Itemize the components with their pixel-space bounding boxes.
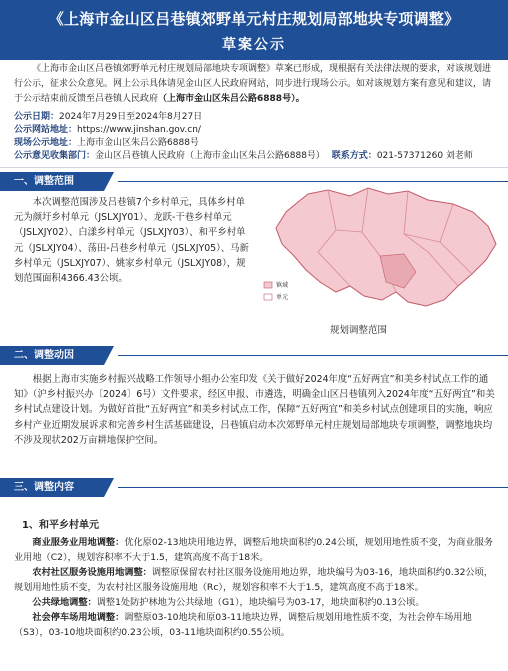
section3-items [14,535,496,640]
onsite-value: 上海市金山区朱吕公路6888号 [77,138,199,148]
feedback-value: 金山区吕巷镇人民政府（上海市金山区朱吕公路6888号） [95,151,325,161]
adjustment-item [14,565,496,595]
section2-title: 二、调整动因 [0,346,104,365]
section3-header [0,478,508,497]
page-subtitle: 草案公示 [222,37,286,53]
section3-rule [118,487,508,488]
section3-title: 三、调整内容 [0,478,104,497]
map-caption: 规划调整范围 [330,325,388,336]
onsite-label: 现场公示地址： [14,138,78,148]
date-label: 公示日期： [14,112,60,122]
page-title: 《上海市金山区吕巷镇郊野单元村庄规划局部地块专项调整》 [48,10,460,28]
contact-value: 021-57371260 刘老师 [376,151,473,161]
item-text: 调整原保留农村社区服务设施用地边界，地块编号为03-16，地块面积约0.32公顷，规划用地性质不变，为农村社区服务设施用地（Rc），规划容积率不大于1.5，建筑高度不高于18米。 [14,567,493,593]
info-feedback [14,150,473,162]
adjustment-map [258,182,504,312]
intro-paragraph [14,62,496,107]
section2-header [0,346,508,365]
section2-rule [118,355,508,356]
item-text: 调整原03-10地块和原03-11地块边界，调整后规划用地性质不变，为社会停车场用地（S3），03-10地块面积约0.23公顷，03-11地块面积约0.55公顷。 [14,612,472,638]
intro-address: （上海市金山区朱吕公路6888号）。 [158,94,305,104]
info-onsite [14,137,199,149]
item-label: 农村社区服务设施用地调整： [32,567,152,578]
item-label: 公共绿地调整： [32,597,97,608]
info-site [14,124,201,136]
site-label: 公示网站地址： [14,125,78,135]
item-label: 社会停车场用地调整： [32,612,125,623]
item-text: 优化原02-13地块用地边界，调整后地块面积约0.24公顷，规划用地性质不变，为商业服务业用地（C2），规划容积率不大于1.5，建筑高度不高于18米。 [14,537,493,563]
legend-label-township: 镇域 [276,282,289,289]
intro-text: 《上海市金山区吕巷镇郊野单元村庄规划局部地块专项调整》草案已形成，现根据有关法律法规的要求，对该规划进行公示，征求公众意见。网上公示具体请见金山区人民政府网站，同步进行现场公示。如对该规划方案有意见和建议，请于公示结束前反馈至吕巷镇人民政府 [14,64,492,104]
legend-swatch-unit [264,294,272,300]
divider [0,167,508,168]
item-label: 商业服务业用地调整： [32,537,125,548]
map-township-outline [276,188,496,306]
adjustment-item [14,610,496,640]
section1-text: 本次调整范围涉及吕巷镇7个乡村单元，具体乡村单元为颜圩乡村单元（JSLXJY01）、龙跃-干巷乡村单元（JSLXJY02）、白漾乡村单元（JSLXJY03）、和平乡村单元（JSLXJY04）、荡田-吕巷乡村单元（JSLXJY05）、马新乡村单元（JSLXJY07）、姚家乡村单元（JSLXJY08），规划范围面积4366.43公顷。 [14,197,249,285]
adjustment-item [14,535,496,565]
feedback-label: 公示意见收集部门： [14,151,96,161]
legend-swatch-township [264,282,272,288]
contact-label: 联系方式： [331,151,377,161]
site-link[interactable]: https://www.jinshan.gov.cn/ [77,125,201,135]
section1-title: 一、调整范围 [0,172,104,191]
legend-label-unit: 单元 [276,294,289,301]
adjustment-item [14,595,496,610]
item-text: 调整1处防护林地为公共绿地（G1），地块编号为03-17，地块面积约0.13公顷。 [96,597,425,608]
date-value: 2024年7月29日至2024年8月27日 [59,112,203,122]
info-date [14,111,202,123]
section2-text: 根据上海市实施乡村振兴战略工作领导小组办公室印发《关于做好2024年度“五好两宜”和美乡村试点工作的通知》（沪乡村振兴办〔2024〕6号）文件要求，经区申报、市遴选，明确金山区吕巷镇列入2024年度“五好两宜”和美乡村试点建设计划。为做好首批“五好两宜”和美乡村试点工作，保障“五好两宜”和美乡村试点创建项目的实施，响应乡村产业近期发展诉求和完善乡村生活基础建设，吕巷镇启动本次郊野单元村庄规划局部地块专项调整，调整地块均不涉及现状202万亩耕地保护空间。 [14,374,495,446]
header-banner [0,0,508,60]
unit-subtitle: 1、和平乡村单元 [22,520,99,531]
